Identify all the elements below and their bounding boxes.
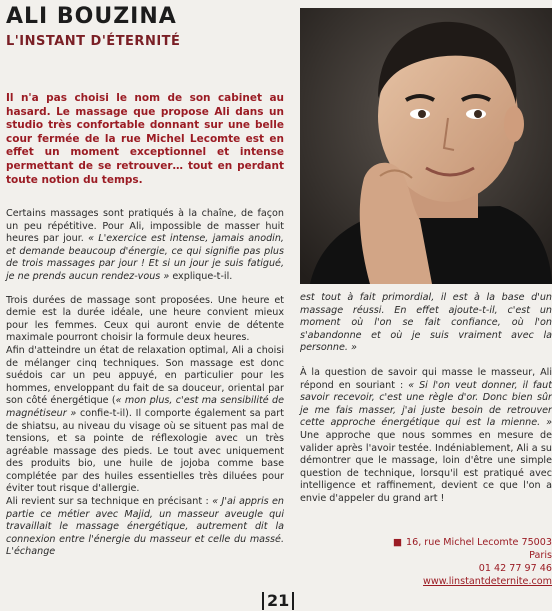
paragraph-text: À la question de savoir qui masse le masseur, Ali répond en souriant : [300,366,552,391]
address-text: 16, rue Michel Lecomte 75003 Paris [405,537,552,561]
paragraph-quote: « J'ai appris en partie ce métier avec Majid, un masseur aveugle qui travaillait le massage énergétique, autrement dit la connexion entre l'énergie du masseur et celle du massé. L'échange [6,496,284,558]
paragraph-quote: « Si l'on veut donner, il faut savoir recevoir, c'est une règle d'or. Donc bien sûr je me fais masser, j'ai juste besoin de retrouver cette approche énergétique qui est la mienne. » [300,379,552,429]
contact-block [384,536,552,588]
left-column [6,208,284,559]
website-link[interactable]: www.linstantdeternite.com [423,576,552,587]
article-title: ALI BOUZINA [6,4,177,29]
left-paragraph-3 [6,345,284,496]
portrait-illustration [300,8,552,284]
paragraph-quote: « L'exercice est intense, jamais anodin, et demande beaucoup d'énergie, ce qui signifie pas plus de trois massages par jour ! Et si un jour je suis fatigué, je ne prends aucun rendez-vous » [6,233,284,282]
contact-address [384,536,552,562]
paragraph-text: Une approche que nous sommes en mesure de valider après l'avoir testée. Indéniablement, Ali a su démontrer que le massage, loin d'être une simple question de technique, lorsqu'il est pratiqué avec intelligence et raffinement, devient ce que l'on a envie d'appeler du grand art ! [300,429,552,504]
square-bullet-icon: ■ [392,537,402,548]
paragraph-text: Afin d'atteindre un état de relaxation optimal, Ali a choisi de mélanger cinq techniques. Son massage est donc suédois car un peu appuyé, en particulier pour les hommes, enveloppant du fait de sa douceur, oriental par son côté énergétique ( [6,344,284,407]
paragraph-text: Ali revient sur sa technique en précisant : [6,496,213,508]
left-paragraph-4 [6,496,284,559]
portrait-photo [300,8,552,284]
page-number: 21 [262,592,294,610]
right-paragraph-1: est tout à fait primordial, il est à la base d'un massage réussi. En effet ajoute-t-il, c'est un moment où l'on se fait confiance, où l'on s'abandonne et où je suis vraiment avec la personne. » [300,292,552,354]
paragraph-text: explique-t-il. [169,270,233,282]
left-paragraph-1 [6,208,284,284]
paragraph-text: Certains massages sont pratiqués à la chaîne, de façon un peu répétitive. Pour Ali, impossible de masser huit heures par jour. [6,208,284,245]
article-subtitle: L'INSTANT D'ÉTERNITÉ [6,34,181,49]
right-column [300,292,552,518]
intro-paragraph: Il n'a pas choisi le nom de son cabinet au hasard. Le massage que propose Ali dans un studio très confortable donnant sur une belle cour fermée de la rue Michel Lecomte est en effet un moment exceptionnel et intense permettant de se retrouver… tout en perdant toute notion du temps. [6,92,284,186]
right-paragraph-2 [300,367,552,506]
paragraph-quote: « mon plus, c'est ma sensibilité de magnétiseur » [6,395,284,419]
contact-phone: 01 42 77 97 46 [478,563,552,574]
left-paragraph-2: Trois durées de massage sont proposées. Une heure et demie est la durée idéale, une heure convient mieux pour les femmes. Ceux qui auront envie de détente maximale pourront choisir la formule deux heures. [6,294,284,344]
paragraph-text: confie-t-il). Il comporte également sa part de shiatsu, au niveau du visage où se situent pas mal de tensions, et sa pointe de réflexologie avec un très agréable massage des pieds. Le tout avec uniquement des produits bio, une huile de jojoba comme base complétée par des huiles essentielles très diluées pour éviter tout risque d'allergie. [6,407,284,495]
